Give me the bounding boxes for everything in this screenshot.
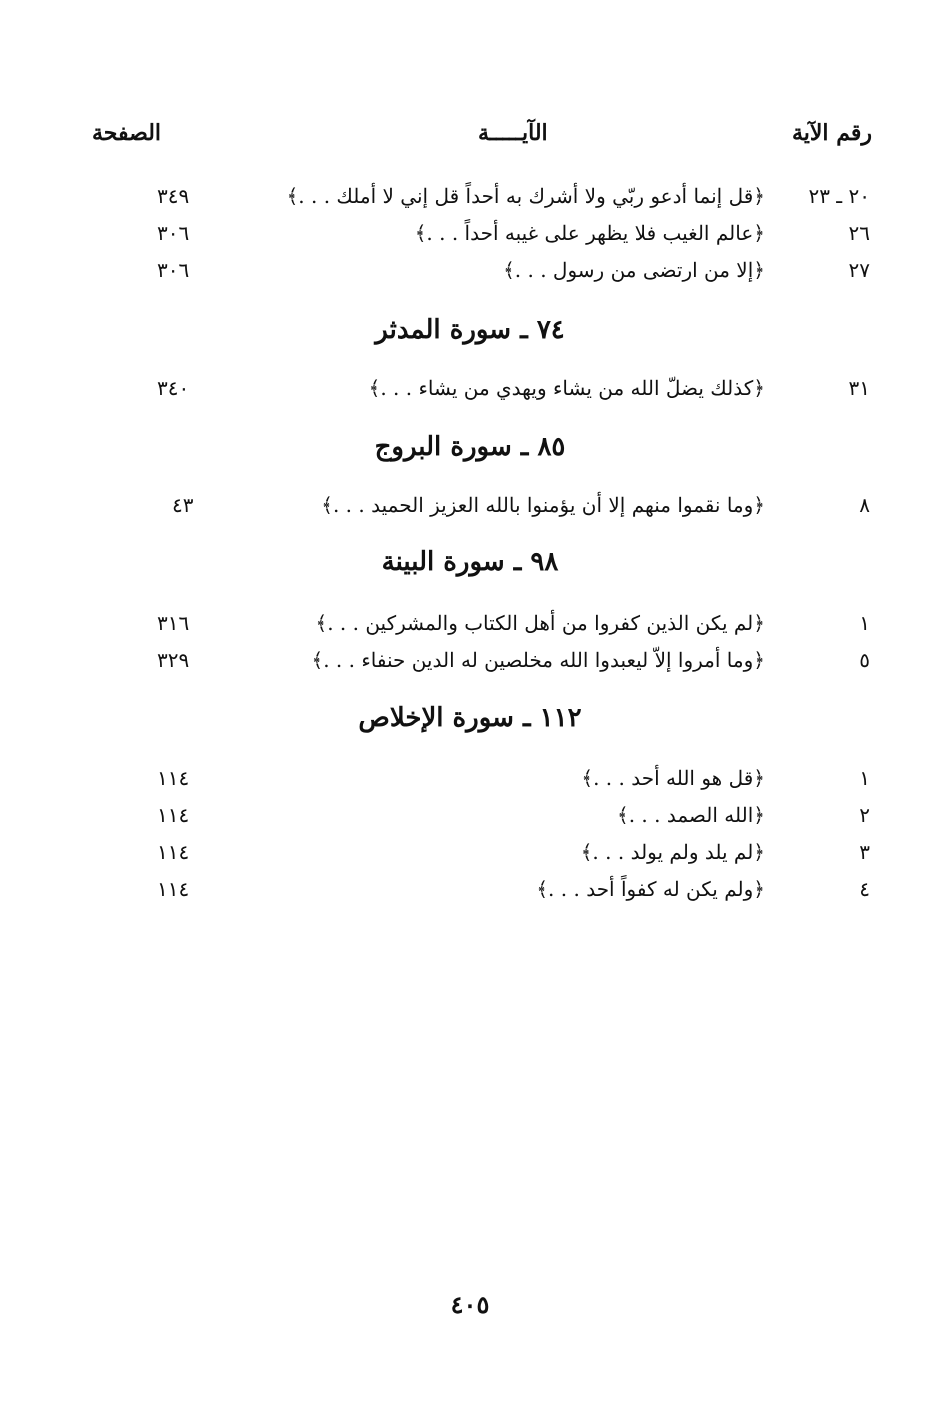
verse-number: ٢ [859, 803, 870, 827]
verse-text: ﴿لم يلد ولم يولد . . .﴾ [580, 840, 765, 864]
verse-number: ٨ [859, 493, 870, 517]
verse-number: ٣١ [848, 376, 870, 400]
verse-text: ﴿كذلك يضلّ الله من يشاء ويهدي من يشاء . . .﴾ [368, 376, 765, 400]
page-ref: ٣٢٩ [157, 648, 190, 672]
page-ref: ٣٠٦ [157, 258, 190, 282]
table-header [0, 120, 940, 160]
verse-text: ﴿عالم الغيب فلا يظهر على غيبه أحداً . . .﴾ [414, 221, 765, 245]
verse-number: ٢٦ [848, 221, 870, 245]
table-row [0, 871, 940, 908]
table-row [0, 605, 940, 642]
page-ref: ٣٠٦ [157, 221, 190, 245]
section-al-ikhlas [0, 760, 940, 908]
page-ref: ١١٤ [157, 766, 190, 790]
verse-text: ﴿الله الصمد . . .﴾ [617, 803, 765, 827]
verse-header: الآيـــــة [478, 120, 548, 146]
page-ref: ١١٤ [157, 840, 190, 864]
page-ref: ٣١٦ [157, 611, 190, 635]
table-row [0, 370, 940, 407]
section-al-bayyina [0, 605, 940, 679]
section-al-buruj [0, 487, 940, 524]
verse-number-header: رقم الآية [791, 120, 872, 146]
page-ref: ٤٣ [172, 493, 194, 517]
verse-number: ١ [859, 766, 870, 790]
table-row [0, 215, 940, 252]
surah-title: ٩٨ ـ سورة البينة [381, 547, 559, 577]
table-row [0, 252, 940, 289]
table-row [0, 834, 940, 871]
verse-number: ٢٧ [848, 258, 870, 282]
page-number: ٤٠٥ [450, 1290, 490, 1319]
verse-text: ﴿إلا من ارتضى من رسول . . .﴾ [503, 258, 765, 282]
table-row [0, 760, 940, 797]
verse-text: ﴿لم يكن الذين كفروا من أهل الكتاب والمشركين . . .﴾ [315, 611, 765, 635]
verse-text: ﴿قل هو الله أحد . . .﴾ [581, 766, 765, 790]
page-ref: ٣٤٠ [157, 376, 190, 400]
verse-number: ٢٠ ـ ٢٣ [808, 184, 870, 208]
verse-number: ٥ [859, 648, 870, 672]
verse-text: ﴿قل إنما أدعو ربّي ولا أشرك به أحداً قل إني لا أملك . . .﴾ [286, 184, 765, 208]
verse-text: ﴿وما نقموا منهم إلا أن يؤمنوا بالله العزيز الحميد . . .﴾ [321, 493, 765, 517]
table-row [0, 178, 940, 215]
verse-text: ﴿ولم يكن له كفواً أحد . . .﴾ [536, 877, 765, 901]
surah-title: ٧٤ ـ سورة المدثر [375, 315, 565, 345]
page-ref: ٣٤٩ [157, 184, 190, 208]
surah-title: ١١٢ ـ سورة الإخلاص [358, 703, 582, 733]
page-header: الصفحة [92, 120, 162, 146]
table-row [0, 797, 940, 834]
page-ref: ١١٤ [157, 877, 190, 901]
surah-title: ٨٥ ـ سورة البروج [374, 432, 566, 462]
section-al-muddaththir [0, 370, 940, 407]
table-row [0, 487, 940, 524]
verse-text: ﴿وما أمروا إلاّ ليعبدوا الله مخلصين له الدين حنفاء . . .﴾ [311, 648, 765, 672]
page-ref: ١١٤ [157, 803, 190, 827]
section-continued [0, 178, 940, 289]
table-row [0, 642, 940, 679]
verse-number: ٤ [859, 877, 870, 901]
verse-number: ٣ [859, 840, 870, 864]
verse-number: ١ [859, 611, 870, 635]
